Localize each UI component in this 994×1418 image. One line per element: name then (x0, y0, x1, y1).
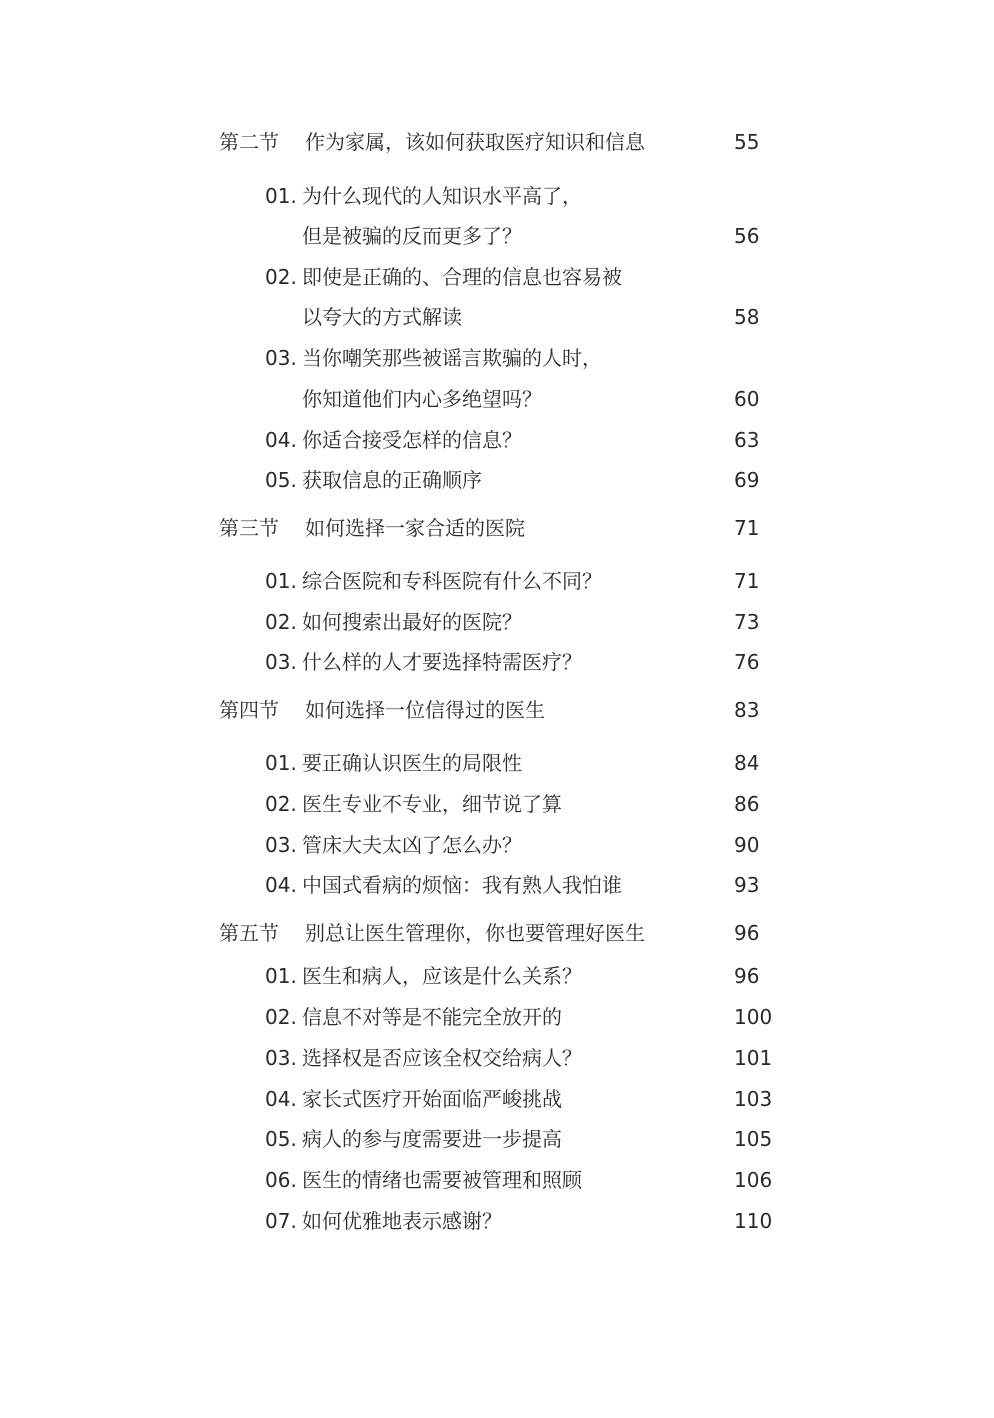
toc-entry (0, 789, 994, 819)
page-number: 90 (734, 833, 760, 857)
page-number: 60 (734, 387, 760, 411)
section-title: 如何选择一家合适的医院 (305, 516, 525, 540)
toc-entry (0, 748, 994, 778)
page-number: 86 (734, 792, 760, 816)
toc-entry (0, 1124, 994, 1154)
page-number: 110 (734, 1209, 773, 1233)
toc-entry (0, 870, 994, 900)
entry-title: 要正确认识医生的局限性 (302, 751, 522, 775)
section-label: 第三节 (219, 516, 279, 540)
entry-title: 信息不对等是不能完全放开的 (302, 1005, 562, 1029)
page-number: 71 (734, 516, 760, 540)
entry-number: 01. (265, 569, 297, 593)
page-number: 83 (734, 698, 760, 722)
section-title: 别总让医生管理你，你也要管理好医生 (305, 921, 645, 945)
section-label: 第四节 (219, 698, 279, 722)
entry-number: 04. (265, 873, 297, 897)
entry-title: 医生的情绪也需要被管理和照顾 (302, 1168, 582, 1192)
section-heading (0, 695, 994, 725)
entry-title: 选择权是否应该全权交给病人？ (302, 1046, 582, 1070)
toc-entry (0, 1043, 994, 1073)
page-number: 96 (734, 964, 760, 988)
page-number: 58 (734, 305, 760, 329)
entry-number: 03. (265, 346, 297, 370)
entry-title: 你适合接受怎样的信息？ (302, 428, 522, 452)
page-number: 105 (734, 1127, 773, 1151)
toc-entry (0, 1165, 994, 1195)
toc-entry (0, 465, 994, 495)
entry-number: 02. (265, 1005, 297, 1029)
toc-entry-continuation (0, 384, 994, 414)
toc-entry (0, 647, 994, 677)
entry-title: 当你嘲笑那些被谣言欺骗的人时， (302, 346, 602, 370)
entry-number: 05. (265, 468, 297, 492)
entry-title: 中国式看病的烦恼：我有熟人我怕谁 (302, 873, 622, 897)
page-number: 55 (734, 130, 760, 154)
page-number: 93 (734, 873, 760, 897)
entry-title: 病人的参与度需要进一步提高 (302, 1127, 562, 1151)
page-number: 73 (734, 610, 760, 634)
entry-number: 02. (265, 610, 297, 634)
toc-entry (0, 425, 994, 455)
page-number: 76 (734, 650, 760, 674)
section-title: 如何选择一位信得过的医生 (305, 698, 545, 722)
entry-title: 以夸大的方式解读 (302, 305, 462, 329)
toc-entry (0, 181, 994, 211)
entry-title: 为什么现代的人知识水平高了， (302, 184, 582, 208)
toc-entry (0, 262, 994, 292)
entry-number: 04. (265, 428, 297, 452)
section-label: 第二节 (219, 130, 279, 154)
entry-number: 03. (265, 650, 297, 674)
page-number: 63 (734, 428, 760, 452)
entry-title: 如何搜索出最好的医院？ (302, 610, 522, 634)
entry-title: 什么样的人才要选择特需医疗？ (302, 650, 582, 674)
toc-entry (0, 343, 994, 373)
entry-title: 家长式医疗开始面临严峻挑战 (302, 1087, 562, 1111)
entry-number: 02. (265, 792, 297, 816)
toc-entry-continuation (0, 221, 994, 251)
entry-title: 如何优雅地表示感谢？ (302, 1209, 502, 1233)
entry-number: 02. (265, 265, 297, 289)
entry-title: 即使是正确的、合理的信息也容易被 (302, 265, 622, 289)
section-label: 第五节 (219, 921, 279, 945)
page-number: 100 (734, 1005, 773, 1029)
section-heading (0, 918, 994, 948)
entry-title: 获取信息的正确顺序 (302, 468, 482, 492)
entry-title: 医生和病人，应该是什么关系？ (302, 964, 582, 988)
entry-title: 管床大夫太凶了怎么办？ (302, 833, 522, 857)
entry-number: 06. (265, 1168, 297, 1192)
toc-entry (0, 607, 994, 637)
entry-number: 04. (265, 1087, 297, 1111)
entry-title: 但是被骗的反而更多了？ (302, 224, 522, 248)
toc-entry (0, 1084, 994, 1114)
entry-title: 你知道他们内心多绝望吗？ (302, 387, 542, 411)
page-number: 96 (734, 921, 760, 945)
entry-title: 医生专业不专业，细节说了算 (302, 792, 562, 816)
toc-entry (0, 1206, 994, 1236)
entry-number: 01. (265, 751, 297, 775)
page-number: 56 (734, 224, 760, 248)
page-number: 101 (734, 1046, 773, 1070)
entry-number: 05. (265, 1127, 297, 1151)
toc-entry (0, 961, 994, 991)
entry-number: 07. (265, 1209, 297, 1233)
section-heading (0, 513, 994, 543)
page-number: 69 (734, 468, 760, 492)
entry-number: 01. (265, 184, 297, 208)
section-heading (0, 127, 994, 157)
toc-entry (0, 830, 994, 860)
toc-entry (0, 566, 994, 596)
page-number: 71 (734, 569, 760, 593)
entry-number: 03. (265, 1046, 297, 1070)
entry-title: 综合医院和专科医院有什么不同？ (302, 569, 602, 593)
toc-entry (0, 1002, 994, 1032)
page-number: 103 (734, 1087, 773, 1111)
entry-number: 01. (265, 964, 297, 988)
page-number: 106 (734, 1168, 773, 1192)
section-title: 作为家属，该如何获取医疗知识和信息 (305, 130, 645, 154)
page-number: 84 (734, 751, 760, 775)
toc-entry-continuation (0, 302, 994, 332)
entry-number: 03. (265, 833, 297, 857)
